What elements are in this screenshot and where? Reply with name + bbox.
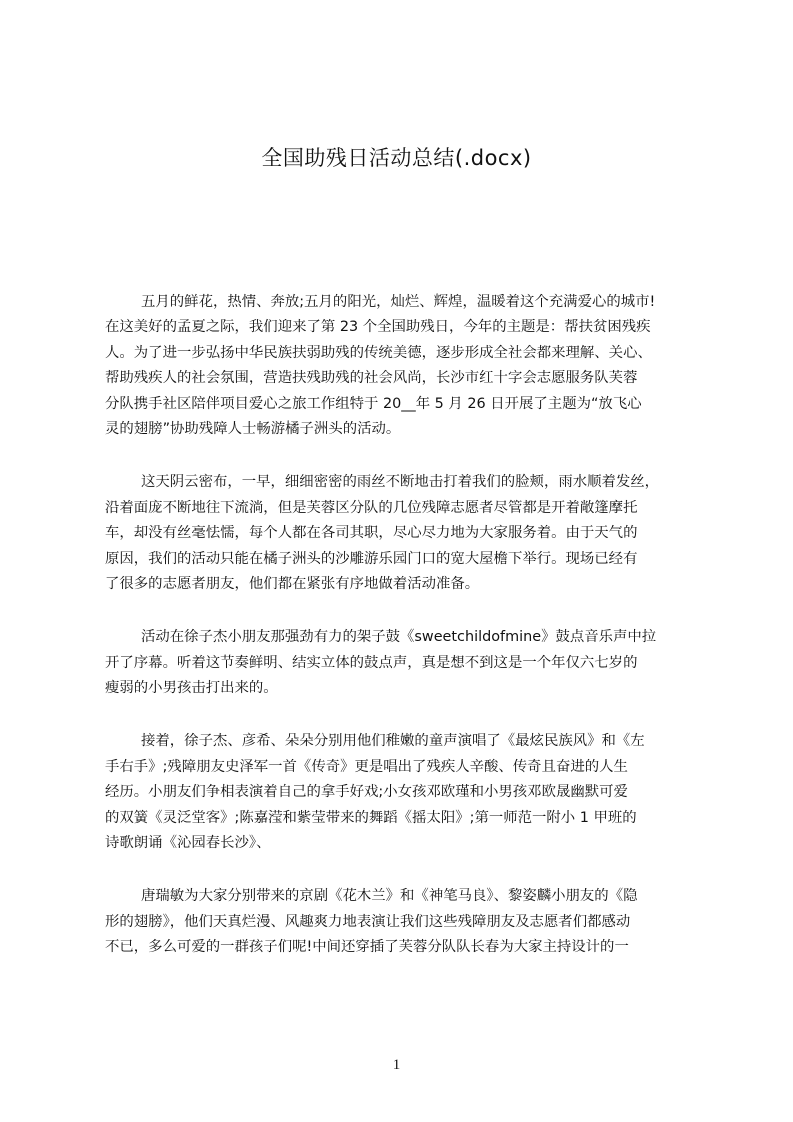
text-line: 唐瑞敏为大家分别带来的京剧《花木兰》和《神笔马良》、黎姿麟小朋友的《隐	[141, 888, 638, 905]
text-line: 在这美好的孟夏之际，我们迎来了第 23 个全国助残日，今年的主题是：帮扶贫困残疾	[105, 319, 651, 336]
text-line: 原因，我们的活动只能在橘子洲头的沙雕游乐园门口的宽大屋檐下举行。现场已经有	[105, 550, 638, 567]
text-line: 帮助残疾人的社会氛围，营造扶残助残的社会风尚，长沙市红十字会志愿服务队芙蓉	[105, 370, 638, 387]
text-line: 诗歌朗诵《沁园春长沙》、	[105, 835, 271, 852]
text-line: 形的翅膀》，他们天真烂漫、风趣爽力地表演让我们这些残障朋友及志愿者们都感动	[105, 913, 631, 930]
paragraph	[105, 729, 701, 856]
text-line: 这天阴云密布，一早，细细密密的雨丝不断地击打着我们的脸颊，雨水顺着发丝，	[141, 474, 660, 491]
text-line: 灵的翅膀”协助残障人士畅游橘子洲头的活动。	[105, 420, 401, 437]
text-line: 五月的鲜花，热情、奔放;五月的阳光，灿烂、辉煌，温暖着这个充满爱心的城市!	[141, 294, 656, 310]
text-line: 车，却没有丝毫怯懦，每个人都在各司其职，尽心尽力地为大家服务着。由于天气的	[105, 525, 638, 542]
text-line: 瘦弱的小男孩击打出来的。	[105, 680, 278, 697]
text-line: 活动在徐子杰小朋友那强劲有力的架子鼓《sweetchildofmine》鼓点音乐声中拉	[141, 629, 657, 646]
paragraph	[105, 625, 701, 701]
text-line: 分队携手社区陪伴项目爱心之旅工作组特于 20__年 5 月 26 日开展了主题为“放飞心	[105, 395, 642, 412]
text-line: 沿着面庞不断地往下流淌，但是芙蓉区分队的几位残障志愿者尽管都是开着敞篷摩托	[105, 499, 638, 516]
document-body	[105, 290, 701, 989]
text-line: 了很多的志愿者朋友，他们都在紧张有序地做着活动准备。	[105, 575, 480, 592]
text-line: 接着，徐子杰、彦希、朵朵分别用他们稚嫩的童声演唱了《最炫民族风》和《左	[141, 733, 645, 750]
paragraph	[105, 470, 701, 597]
text-line: 开了序幕。听着这节奏鲜明、结实立体的鼓点声，真是想不到这是一个年仅六七岁的	[105, 654, 638, 671]
text-line: 手右手》;残障朋友史泽军一首《传奇》更是唱出了残疾人辛酸、传奇且奋进的人生	[105, 758, 628, 775]
paragraph	[105, 290, 701, 442]
paragraph	[105, 884, 701, 960]
document-title: 全国助残日活动总结(.docx)	[261, 146, 532, 170]
text-line: 人。为了进一步弘扬中华民族扶弱助残的传统美德，逐步形成全社会都来理解、关心、	[105, 344, 652, 361]
text-line: 的双簧《灵泛堂客》;陈嘉滢和紫莹带来的舞蹈《摇太阳》;第一师范一附小 1 甲班的	[105, 809, 637, 826]
text-line: 经历。小朋友们争相表演着自己的拿手好戏;小女孩邓欧瑾和小男孩邓欧晟幽默可爱	[105, 784, 628, 801]
text-line: 不已，多么可爱的一群孩子们呢!中间还穿插了芙蓉分队队长春为大家主持设计的一	[105, 939, 629, 956]
page-number: 1	[392, 1057, 401, 1073]
